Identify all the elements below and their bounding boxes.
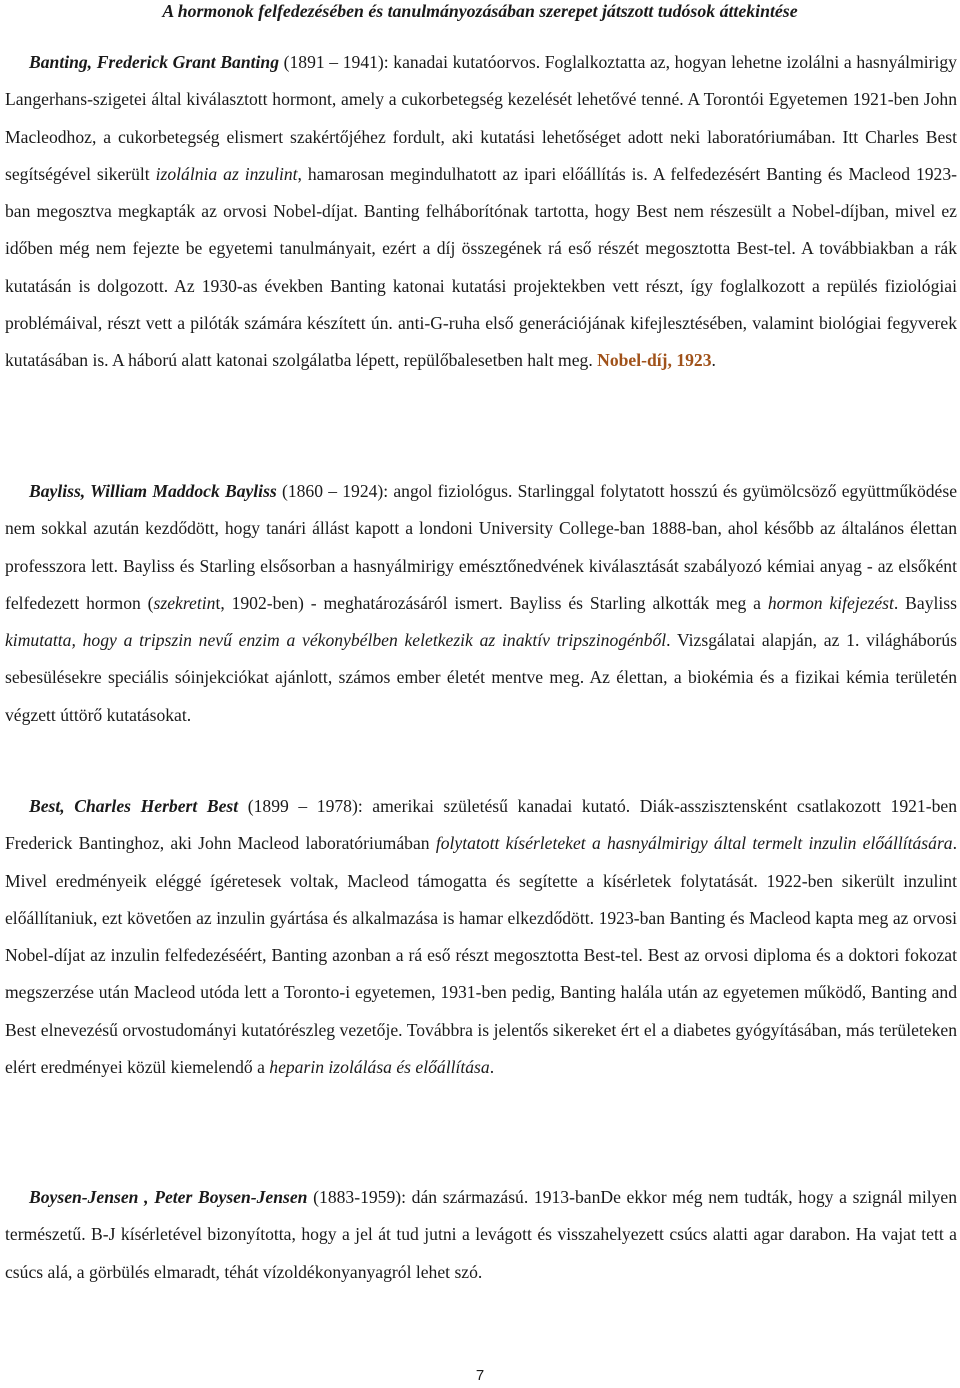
entry-text: (1891 – 1941): kanadai kutatóorvos. Foglalkoztatta az, hogyan lehetne izolálni a hasnyálmirigy Langerhans-szigetei által kiválasztott hormont, amely a cukorbetegség kezelését lehetővé tenné. A Torontói Egyetemen 1921-ben John Macleodhoz, a cukorbetegség elismert szakértőjéhez fordult, aki kutatási lehetőséget adott neki laboratóriumában. Itt Charles Best segítségével sikerült [5,52,957,184]
entry-italic-text: folytatott kísérleteket a hasnyálmirigy által termelt inzulin előállítására [435,833,953,854]
entry-text: , hamarosan megindulhatott az ipari előállítás is. A felfedezésért Banting és Macleod 1923-ban megosztva megkapták az orvosi Nobel-díjat. Banting felháborítónak tartotta, hogy Best nem részesült a Nobel-díjban, mivel ez időben még nem fejezte be egyetemi tanulmányait, ezért a díj összegének rá eső részét megosztotta Best-tel. A továbbiakban a rák kutatásán is dolgozott. Az 1930-as években Banting katonai kutatási projektekben vett részt, így foglalkozott a repülés fiziológiai problémáival, részt vett a pilóták számára készített ún. anti-G-ruha első generációjának kifejlesztésében, valamint biológiai fegyverek kutatásában is. A háború alatt katonai szolgálatba lépett, repülőbalesetben halt meg. [5,163,957,371]
entry-boysen-jensen [5,1179,957,1291]
entry-italic-text: hormon kifejezést [767,592,894,613]
entry-italic-text: heparin izolálása és előállítása [269,1057,490,1078]
entry-text: (1860 – 1924): angol fiziológus. Starlinggal folytatott hosszú és gyümölcsöző együttműködése nem sokkal azután kezdődött, hogy tanári állást kapott a londoni University College-ban 1888-ban, ahol később az általános élettan professzora lett. Bayliss és Starling elsősorban a hasnyálmirigy emésztőnedvének kiválasztását szabályozó kémiai anyag - az elsőként felfedezett hormon ( [5,481,958,613]
entry-banting [5,44,957,380]
entry-text: (1883-1959): dán származású. 1913-banDe ekkor még nem tudták, hogy a szignál milyen természetű. B-J kísérletével bizonyította, hogy a jel át tud jutni a levágott és visszahelyezett csúcs alatti agar darabon. Ha vajat tett a csúcs alá, a görbülés elmaradt, téhát vízoldékonyanyagról lehet szó. [5,1187,957,1282]
entry-text: . Bayliss [893,592,957,613]
entry-italic-text: kimutatta, hogy a tripszin nevű enzim a vékonybélben keletkezik az inaktív tripszinogénből [5,630,667,651]
entry-text: t, 1902-ben) - meghatározásáról ismert. Bayliss és Starling alkották meg a [215,592,768,613]
entry-name: Boysen-Jensen , Peter Boysen-Jensen [29,1187,308,1207]
entry-name: Banting, Frederick Grant Banting [29,52,279,72]
entry-text: (1899 – 1978): amerikai születésű kanadai kutató. Diák-asszisztensként csatlakozott 1921-ben Frederick Bantinghoz, aki John Macleod laboratóriumában [5,796,957,854]
entry-text: . Vizsgálatai alapján, az 1. világháborús sebesülésekre speciális sóinjekciókat ajánlott, számos ember életét mentve meg. Az élettan, a biokémia és a fizikai kémia területén végzett úttörő kutatásokat. [5,630,958,725]
entry-text: . [711,350,716,371]
entry-text: . Mivel eredményeik eléggé ígéretesek voltak, Macleod támogatta és segítette a kísérletek folytatását. 1922-ben sikerült inzulint előállítaniuk, ezt követően az inzulin gyártása és alkalmazása is hamar elkezdődött. 1923-ban Banting és Macleod kapta meg az orvosi Nobel-díjat az inzulin felfedezéséért, Banting azonban a rá eső részt megosztotta Best-tel. Best az orvosi diploma és a doktori fokozat megszerzése után Macleod utóda lett a Toronto-i egyetemen, 1931-ben pedig, Banting halála után az egyetemen működő, Banting and Best elnevezésű orvostudományi kutatórészleg vezetője. Továbbra is jelentős sikereket ért el a diabetes gyógyításában, más területeken elért eredményei közül kiemelendő a [5,833,957,1078]
entry-name: Bayliss, William Maddock Bayliss [29,481,277,501]
entry-italic-text: izolálnia az inzulint [155,163,298,184]
page-number: 7 [475,1367,485,1384]
entry-name: Best, Charles Herbert Best [29,796,239,816]
entry-best [5,788,957,1086]
page-title: A hormonok felfedezésében és tanulmányozásában szerepet játszott tudósok áttekintése [162,1,798,21]
entry-bayliss [5,473,957,734]
entry-text: . [489,1057,495,1078]
nobel-prize-highlight: Nobel-díj, 1923 [597,350,712,371]
entry-italic-text: szekretin [153,592,216,613]
